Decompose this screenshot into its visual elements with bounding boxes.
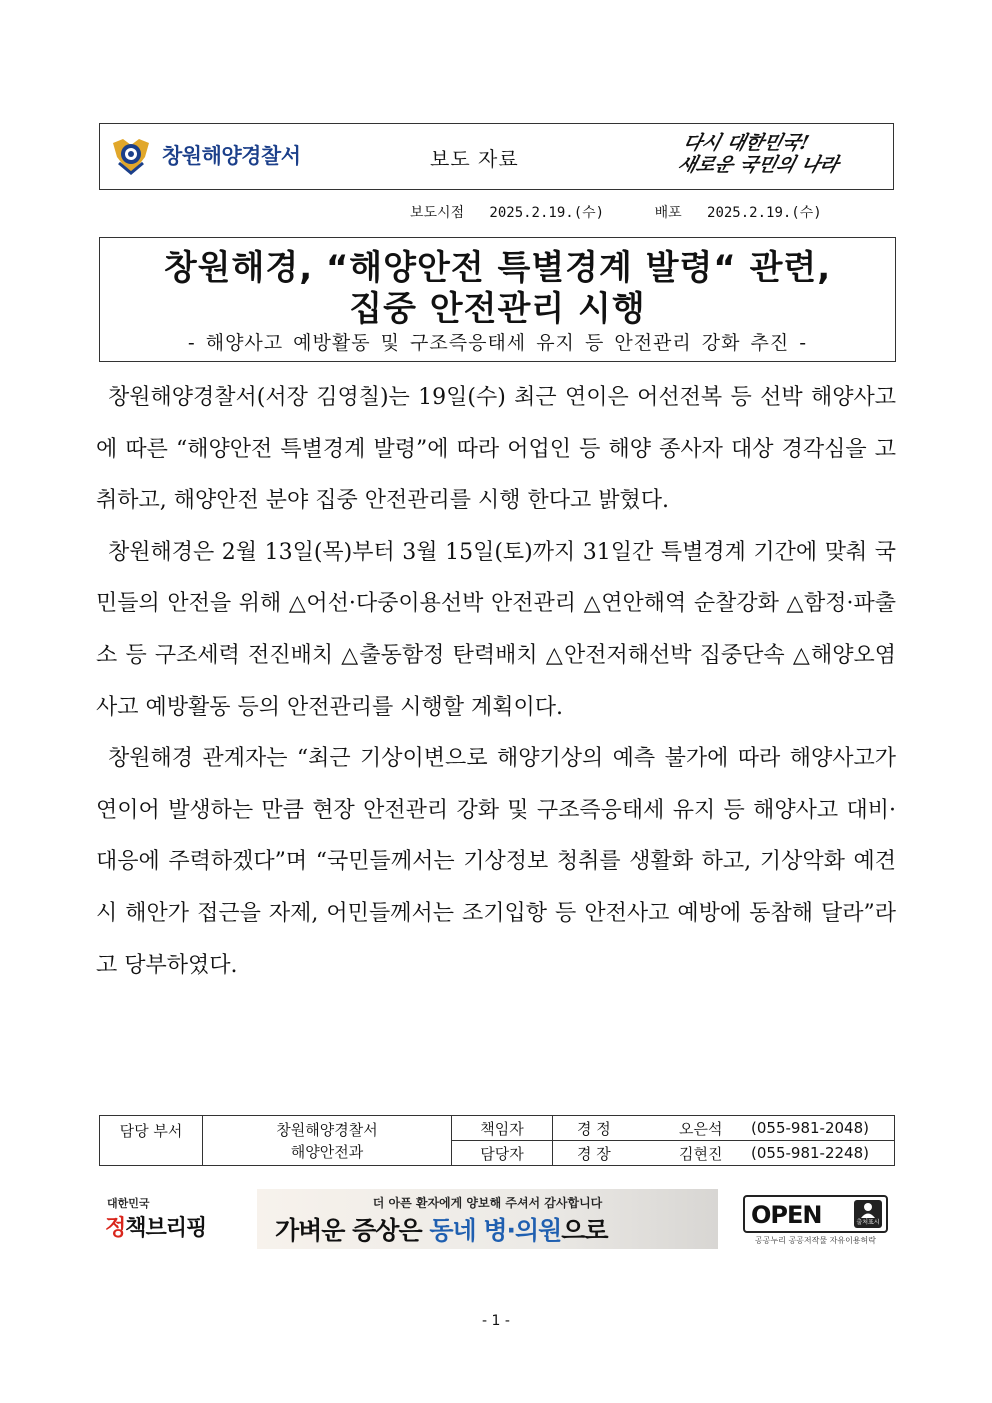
contact-rank: 경 장 — [553, 1141, 674, 1166]
ad-main-2: 동네 병·의원 — [429, 1216, 562, 1245]
policy-briefing-logo[interactable] — [105, 1195, 215, 1250]
contact-name: 오은석 — [673, 1116, 745, 1141]
article-body — [96, 372, 896, 991]
contact-role: 책임자 — [452, 1116, 553, 1141]
title-line1: 창원해경, “해양안전 특별경계 발령“ 관련, — [163, 248, 832, 288]
slogan-line2: 새로운 국민의 나라 — [675, 154, 841, 176]
ad-main-3: 으로 — [561, 1216, 608, 1245]
person-icon — [854, 1200, 882, 1228]
org-name: 창원해양경찰서 — [162, 144, 301, 168]
distribution-label: 배포 — [654, 205, 682, 221]
title-line2: 집중 안전관리 시행 — [349, 289, 646, 329]
ad-main-1: 가벼운 증상은 — [275, 1216, 430, 1245]
ad-banner-top: 더 아픈 환자에게 양보해 주셔서 감사합니다 — [372, 1196, 603, 1210]
doc-type-label: 보도 자료 — [430, 147, 519, 171]
distribution-date: 2025.2.19.(수) — [707, 205, 822, 221]
contact-rank: 경 정 — [553, 1116, 674, 1141]
contact-phone: (055-981-2248) — [745, 1141, 895, 1166]
contact-name: 김현진 — [673, 1141, 745, 1166]
table-row — [100, 1116, 895, 1141]
policy-logo-small: 대한민국 — [107, 1197, 150, 1210]
coast-guard-emblem-icon — [111, 135, 151, 179]
open-caption: 공공누리 공공저작물 자유이용허락 — [754, 1236, 876, 1245]
dept-line2: 해양안전과 — [290, 1142, 364, 1161]
policy-logo-rest: 책브리핑 — [125, 1216, 207, 1241]
policy-logo-red: 정 — [105, 1216, 126, 1241]
page-number: - 1 - — [482, 1313, 510, 1329]
release-dates — [410, 202, 822, 222]
slogan-line1: 다시 대한민국! — [680, 132, 812, 154]
paragraph: 창원해경은 2월 13일(목)부터 3월 15일(토)까지 31일간 특별경계 기간에 맞춰 국민들의 안전을 위해 △어선·다중이용선박 안전관리 △연안해역 순찰강화 △함정·파출소 등 구조세력 전진배치 △출동함정 탄력배치 △안전저해선박 집중단속 △해양오염사고 예방활동 등의 안전관리를 시행할 계획이다. — [96, 539, 896, 720]
release-date: 2025.2.19.(수) — [489, 205, 605, 221]
contact-phone: (055-981-2048) — [745, 1116, 895, 1141]
release-label: 보도시점 — [410, 205, 465, 221]
open-text: OPEN — [751, 1201, 822, 1229]
dept-label: 담당 부서 — [100, 1116, 203, 1166]
open-license-mark[interactable] — [743, 1195, 888, 1247]
policy-logo-big — [105, 1211, 215, 1242]
paragraph: 창원해양경찰서(서장 김영칠)는 19일(수) 최근 연이은 어선전복 등 선박 해양사고에 따른 “해양안전 특별경계 발령”에 따라 어업인 등 해양 종사자 대상 경각심을 고취하고, 해양안전 분야 집중 안전관리를 시행 한다고 밝혔다. — [96, 385, 896, 514]
paragraph: 창원해경 관계자는 “최근 기상이변으로 해양기상의 예측 불가에 따라 해양사고가 연이어 발생하는 만큼 현장 안전관리 강화 및 구조즉응태세 유지 등 해양사고 대비·대응에 주력하겠다”며 “국민들께서는 기상정보 청취를 생활화 하고, 기상악화 예견시 해안가 접근을 자제, 어민들께서는 조기입항 등 안전사고 예방에 동참해 달라”라고 당부하였다. — [96, 746, 896, 978]
contact-table — [99, 1115, 895, 1166]
slogan — [674, 132, 866, 182]
open-box — [743, 1195, 888, 1233]
dept-line1: 창원해양경찰서 — [276, 1120, 378, 1139]
ad-banner[interactable] — [257, 1189, 718, 1249]
dept-name — [203, 1116, 452, 1166]
contact-role: 담당자 — [452, 1141, 553, 1166]
open-person-label: 출처표시 — [856, 1219, 880, 1226]
ad-banner-main — [275, 1211, 608, 1247]
subtitle: - 해양사고 예방활동 및 구조즉응태세 유지 등 안전관리 강화 추진 - — [187, 332, 808, 354]
